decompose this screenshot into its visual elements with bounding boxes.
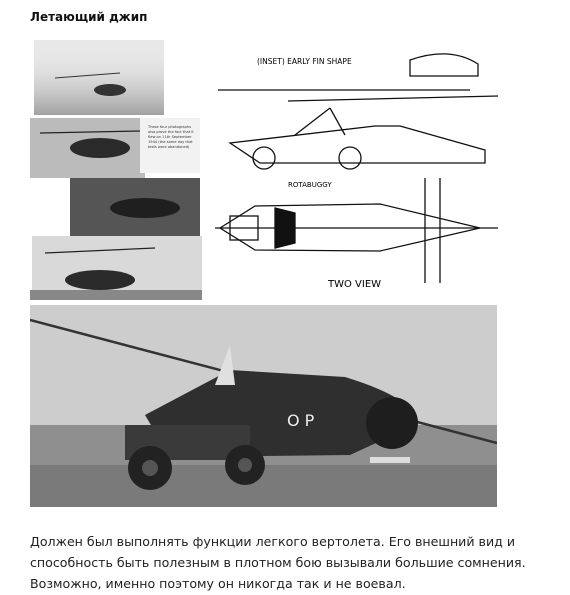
svg-text:also prove the fact that it: also prove the fact that it (148, 130, 194, 134)
side-view-label: ROTABUGGY (288, 181, 332, 189)
article-title: Летающий джип (30, 10, 148, 24)
rotabuggy-photo (30, 305, 497, 507)
svg-text:1944 (the same day that: 1944 (the same day that (148, 140, 193, 144)
photo-note: These four photographs (148, 125, 192, 129)
svg-text:flew on 11th September: flew on 11th September (148, 135, 192, 139)
top-view-label: TWO VIEW (328, 279, 382, 290)
svg-text:tests were abandoned): tests were abandoned) (148, 145, 190, 149)
roundel-marking: O P (287, 411, 315, 430)
tail-fin (366, 397, 418, 449)
caption-line: Возможно, именно поэтому он никогда так и не воевал. (30, 576, 406, 591)
article-caption (30, 531, 550, 594)
flight-photo-collage (30, 40, 202, 300)
caption-line: Должен был выполнять функции легкого вертолета. Его внешний вид и (30, 534, 516, 549)
rotabuggy-composite-image (30, 38, 498, 300)
technical-drawing (215, 54, 498, 283)
inset-label: (INSET) EARLY FIN SHAPE (257, 57, 352, 66)
caption-line: способность быть полезным в плотном бою вызывали большие сомнения. (30, 555, 526, 570)
